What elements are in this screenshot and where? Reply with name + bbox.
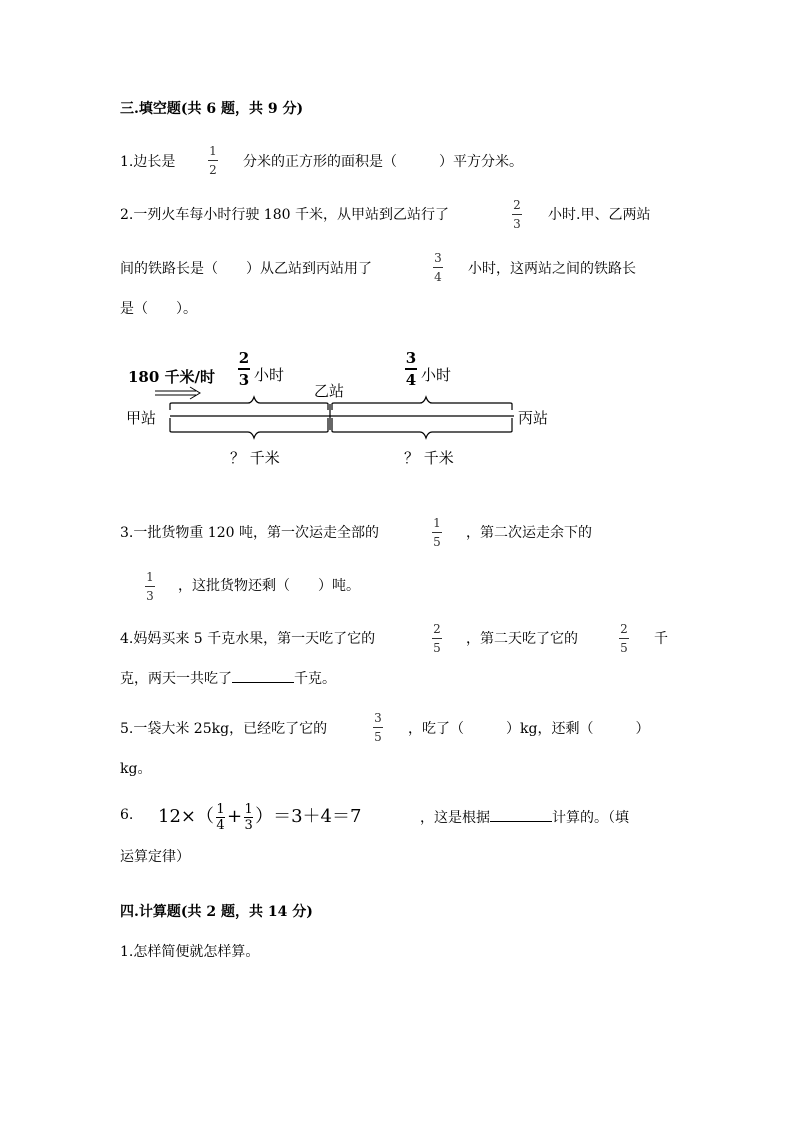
diagram-mid-station: 乙站: [314, 382, 345, 400]
q2-num2: 3: [434, 251, 442, 265]
q4-num2: 2: [620, 622, 628, 636]
diagram-question1: ？ 千米: [230, 449, 280, 467]
section4-q1: 1.怎样简便就怎样算。: [120, 944, 260, 960]
q4-den1: 5: [433, 641, 441, 655]
section4-heading: 四.计算题(共 2 题，共 14 分): [120, 904, 313, 920]
q6-eq-n1: 1: [216, 801, 225, 817]
q2-text-c: 间的铁路长是（ ）从乙站到丙站用了: [120, 261, 372, 277]
q6-text-a: 6.: [120, 807, 134, 823]
q5-text-b: ，吃了（ ）kg，还剩（ ）: [408, 721, 650, 737]
q4-num1: 2: [433, 622, 441, 636]
q6-eq-d2: 3: [244, 817, 253, 833]
q2-num1: 2: [513, 198, 521, 212]
upper-brace-right: [332, 397, 512, 410]
q4-text-a: 4.妈妈买来 5 千克水果，第一天吃了它的: [120, 631, 376, 647]
q2-text-a: 2.一列火车每小时行驶 180 千米，从甲站到乙站行了: [120, 207, 449, 223]
q4-text-e: 千克。: [294, 671, 336, 687]
q6-equation: [158, 802, 361, 832]
q1-text-b: 分米的正方形的面积是（ ）平方分米。: [243, 154, 523, 170]
q5-fraction: [373, 711, 383, 744]
q3-text-c: ，这批货物还剩（ ）吨。: [178, 578, 360, 594]
diagram-frac1-num: 2: [238, 349, 250, 367]
diagram-speed: 180 千米/时: [128, 368, 216, 386]
q6-eq-frac2: [244, 803, 253, 832]
q3-text-b: ，第二次运走余下的: [466, 525, 592, 541]
q3-fraction1: [432, 516, 442, 549]
q6-eq-plus: +: [227, 806, 243, 827]
q4-line2: [120, 668, 336, 688]
q6-answer-blank[interactable]: [490, 809, 552, 822]
q3-fraction2: [145, 570, 155, 603]
diagram-frac2-unit: 小时: [421, 366, 452, 384]
q3-num1: 1: [433, 516, 441, 530]
diagram-left-station: 甲站: [126, 409, 157, 427]
q4-den2: 5: [620, 641, 628, 655]
diagram-lines: [0, 0, 794, 480]
q5-den: 5: [374, 730, 382, 744]
q3-text-a: 3.一批货物重 120 吨，第一次运走全部的: [120, 525, 379, 541]
q4-fraction2: [619, 622, 629, 655]
q6-eq-part2: ）＝3＋4＝7: [255, 806, 362, 827]
q6-eq-d1: 4: [216, 817, 225, 833]
lower-brace-left: [170, 418, 328, 438]
q6-text-b: ，这是根据: [420, 810, 490, 826]
upper-brace-left: [170, 397, 328, 410]
q6-line1-rest: [420, 807, 629, 827]
diagram-question2: ？ 千米: [404, 449, 454, 467]
q6-eq-frac1: [216, 803, 225, 832]
q5-num: 3: [374, 711, 382, 725]
diagram-frac2-den: 4: [405, 371, 417, 389]
q4-fraction1: [432, 622, 442, 655]
q5-text-a: 5.一袋大米 25kg，已经吃了它的: [120, 721, 328, 737]
q1-text-a: 1.边长是: [120, 154, 176, 170]
q4-text-d: 克，两天一共吃了: [120, 671, 232, 687]
q1-num: 1: [209, 144, 217, 158]
q2-text-e: 是（ ）。: [120, 301, 197, 317]
q6-eq-part1: 12×（: [158, 806, 214, 827]
q4-text-c: 千: [654, 631, 668, 647]
q2-den1: 3: [513, 217, 521, 231]
q2-den2: 4: [434, 270, 442, 284]
arrow-icon: [155, 387, 200, 399]
q3-den1: 5: [433, 535, 441, 549]
q3-den2: 3: [146, 589, 154, 603]
q3-num2: 1: [146, 570, 154, 584]
q5-text-c: kg。: [120, 761, 152, 777]
diagram-frac2-num: 3: [405, 349, 417, 367]
diagram-frac1-unit: 小时: [254, 366, 285, 384]
q1-den: 2: [209, 163, 217, 177]
q6-text-c: 计算的。（填: [552, 810, 629, 826]
q4-answer-blank[interactable]: [232, 670, 294, 683]
section3-heading: 三.填空题(共 6 题，共 9 分): [120, 101, 304, 117]
q4-text-b: ，第二天吃了它的: [466, 631, 578, 647]
diagram-right-station: 丙站: [518, 409, 549, 427]
q2-text-b: 小时.甲、乙两站: [548, 207, 651, 223]
diagram-frac1-den: 3: [238, 371, 250, 389]
q6-text-d: 运算定律）: [120, 849, 190, 865]
q6-eq-n2: 1: [244, 801, 253, 817]
lower-brace-right: [332, 418, 512, 438]
q2-text-d: 小时，这两站之间的铁路长: [468, 261, 636, 277]
